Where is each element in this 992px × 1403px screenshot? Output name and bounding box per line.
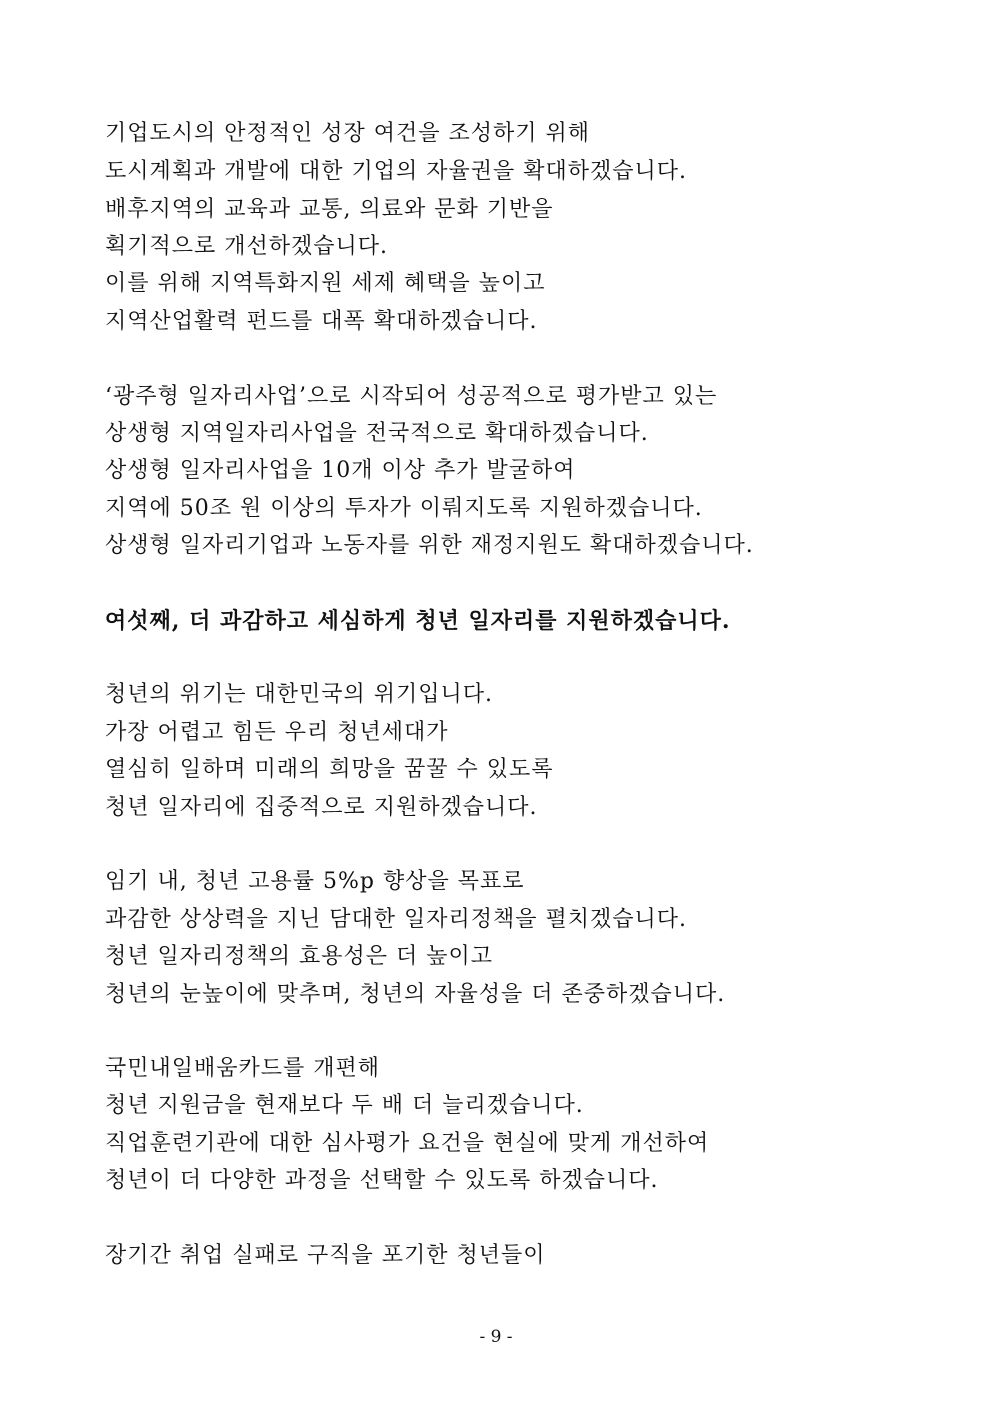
text-line: 과감한 상상력을 지닌 담대한 일자리정책을 펼치겠습니다. <box>105 907 688 932</box>
section-heading: 여섯째, 더 과감하고 세심하게 청년 일자리를 지원하겠습니다. <box>105 608 731 634</box>
text-line: 청년 일자리정책의 효용성은 더 높이고 <box>105 944 494 969</box>
text-line: 기업도시의 안정적인 성장 여건을 조성하기 위해 <box>105 121 591 146</box>
page-number: - 9 - <box>479 1327 513 1347</box>
text-line: 청년의 위기는 대한민국의 위기입니다. <box>105 682 494 707</box>
text-line: 상생형 지역일자리사업을 전국적으로 확대하겠습니다. <box>105 421 649 446</box>
text-line: 지역에 50조 원 이상의 투자가 이뤄지도록 지원하겠습니다. <box>105 496 703 521</box>
text-line: 청년 일자리에 집중적으로 지원하겠습니다. <box>105 795 538 820</box>
text-line: 상생형 일자리기업과 노동자를 위한 재정지원도 확대하겠습니다. <box>105 533 754 558</box>
text-line: 장기간 취업 실패로 구직을 포기한 청년들이 <box>105 1243 546 1268</box>
text-line: 획기적으로 개선하겠습니다. <box>105 234 389 259</box>
text-line: 청년이 더 다양한 과정을 선택할 수 있도록 하겠습니다. <box>105 1168 659 1193</box>
text-line: 도시계획과 개발에 대한 기업의 자율권을 확대하겠습니다. <box>105 159 688 184</box>
text-line: 국민내일배움카드를 개편해 <box>105 1056 381 1081</box>
text-line: 직업훈련기관에 대한 심사평가 요건을 현실에 맞게 개선하여 <box>105 1131 710 1156</box>
text-line: 청년 지원금을 현재보다 두 배 더 늘리겠습니다. <box>105 1093 584 1118</box>
text-line: 가장 어렵고 힘든 우리 청년세대가 <box>105 720 449 745</box>
text-line: 지역산업활력 펀드를 대폭 확대하겠습니다. <box>105 309 538 334</box>
text-line: 임기 내, 청년 고용률 5%p 향상을 목표로 <box>105 869 525 894</box>
text-line: 상생형 일자리사업을 10개 이상 추가 발굴하여 <box>105 458 576 483</box>
text-line: 이를 위해 지역특화지원 세제 혜택을 높이고 <box>105 271 546 296</box>
text-line: 열심히 일하며 미래의 희망을 꿈꿀 수 있도록 <box>105 757 554 782</box>
text-line: 청년의 눈높이에 맞추며, 청년의 자율성을 더 존중하겠습니다. <box>105 982 726 1007</box>
text-line: 배후지역의 교육과 교통, 의료와 문화 기반을 <box>105 197 554 222</box>
text-line: ‘광주형 일자리사업’으로 시작되어 성공적으로 평가받고 있는 <box>105 384 718 409</box>
